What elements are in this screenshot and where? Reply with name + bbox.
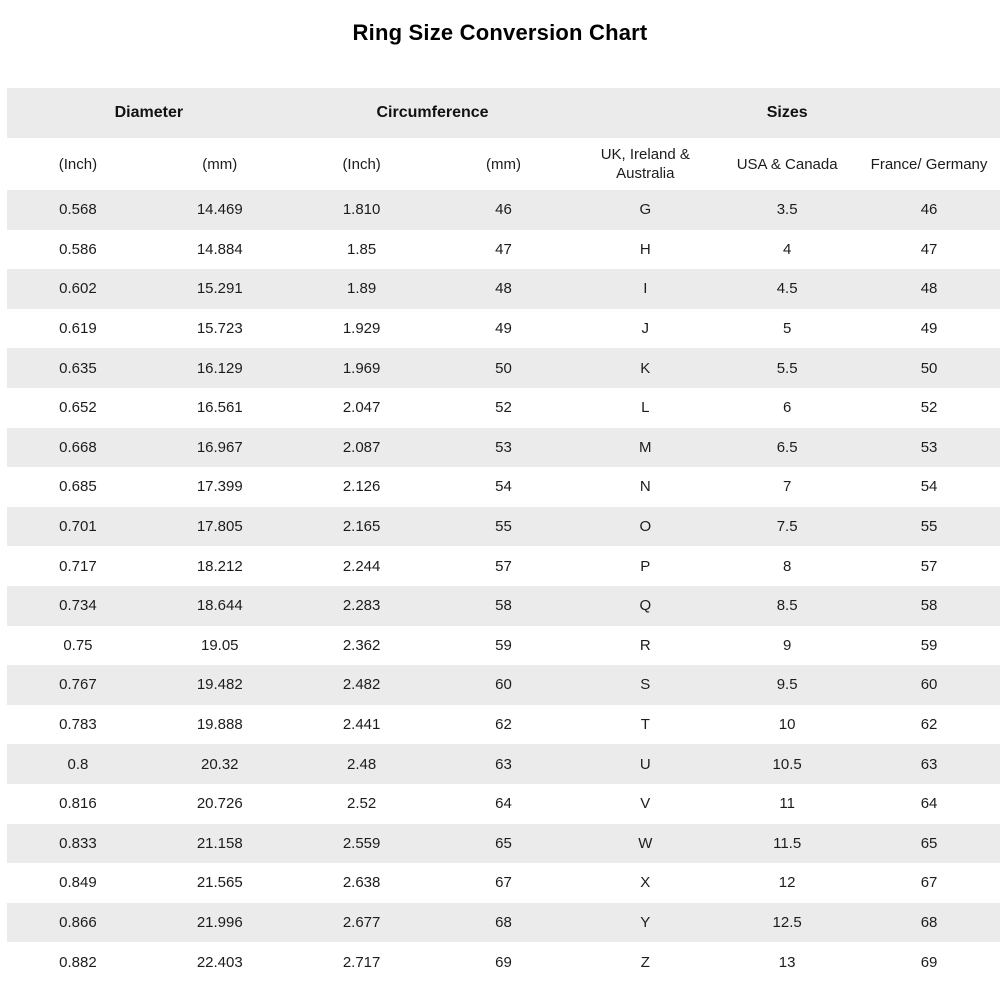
table-cell: Y xyxy=(640,913,651,931)
column-header: (Inch) xyxy=(291,138,433,190)
table-cell: 0.652 xyxy=(59,399,97,417)
table-cell: 0.602 xyxy=(59,280,97,298)
table-row xyxy=(7,309,1000,349)
table-cell: 64 xyxy=(920,795,938,813)
table-row xyxy=(7,863,1000,903)
table-cell: H xyxy=(639,240,651,258)
table-cell: 2.087 xyxy=(342,438,381,456)
table-cell: 15.291 xyxy=(196,280,243,298)
table-row xyxy=(7,942,1000,982)
table-row xyxy=(7,269,1000,309)
table-cell: 2.283 xyxy=(342,597,381,615)
table-cell: 10 xyxy=(778,716,796,734)
page-title: Ring Size Conversion Chart xyxy=(352,20,648,45)
table-cell: K xyxy=(640,359,651,377)
table-header xyxy=(7,88,1000,190)
table-cell: 0.783 xyxy=(59,716,97,734)
table-cell: U xyxy=(639,755,651,773)
table-cell: 5 xyxy=(782,320,792,338)
table-cell: 21.565 xyxy=(196,874,243,892)
column-header: (mm) xyxy=(433,138,575,190)
table-cell: 9.5 xyxy=(776,676,798,694)
table-cell: G xyxy=(639,201,652,219)
table-row xyxy=(7,784,1000,824)
table-row xyxy=(7,467,1000,507)
table-cell: 1.969 xyxy=(342,359,381,377)
table-cell: 13 xyxy=(778,953,796,971)
table-cell: R xyxy=(639,636,651,654)
table-cell: 6.5 xyxy=(776,438,798,456)
table-cell: 53 xyxy=(495,438,512,456)
table-cell: 18.212 xyxy=(196,557,243,575)
table-cell: 2.677 xyxy=(342,913,381,931)
table-cell: 62 xyxy=(495,716,512,734)
table-cell: 2.482 xyxy=(342,676,381,694)
table-cell: 2.559 xyxy=(342,834,381,852)
table-cell: 14.884 xyxy=(196,240,243,258)
table-cell: 47 xyxy=(495,240,512,258)
table-cell: P xyxy=(640,557,651,575)
table-cell: L xyxy=(641,399,650,417)
table-cell: 1.810 xyxy=(342,201,381,219)
table-cell: 69 xyxy=(920,953,938,971)
table-cell: 0.882 xyxy=(59,953,97,971)
table-row xyxy=(7,507,1000,547)
table-cell: 21.158 xyxy=(196,834,243,852)
table-cell: 0.586 xyxy=(59,240,97,258)
table-cell: 0.717 xyxy=(59,557,97,575)
column-header: (Inch) xyxy=(7,138,149,190)
table-cell: 0.568 xyxy=(59,201,97,219)
table-row xyxy=(7,230,1000,270)
table-cell: 21.996 xyxy=(196,913,243,931)
table-cell: 9 xyxy=(782,636,792,654)
table-cell: 49 xyxy=(495,320,512,338)
table-row xyxy=(7,388,1000,428)
table-cell: 0.833 xyxy=(59,834,97,852)
table-cell: 16.129 xyxy=(196,359,243,377)
table-cell: 15.723 xyxy=(196,320,243,338)
table-cell: X xyxy=(640,874,651,892)
table-row xyxy=(7,626,1000,666)
table-cell: 63 xyxy=(495,755,512,773)
table-cell: N xyxy=(639,478,651,496)
table-cell: 49 xyxy=(920,320,938,338)
table-cell: 46 xyxy=(920,201,938,219)
table-cell: V xyxy=(640,795,651,813)
table-cell: 2.52 xyxy=(347,795,377,813)
table-cell: 22.403 xyxy=(196,953,243,971)
group-header-sizes: Sizes xyxy=(574,88,1000,138)
table-cell: 48 xyxy=(495,280,512,298)
table-cell: 19.482 xyxy=(196,676,243,694)
table-cell: 20.32 xyxy=(200,755,239,773)
group-header-diameter: Diameter xyxy=(7,88,291,138)
table-cell: 7 xyxy=(782,478,792,496)
table-cell: 2.48 xyxy=(347,755,377,773)
table-cell: 16.561 xyxy=(196,399,243,417)
table-cell: 54 xyxy=(920,478,938,496)
table-cell: 68 xyxy=(920,913,938,931)
table-cell: 60 xyxy=(495,676,512,694)
table-cell: 59 xyxy=(920,636,938,654)
table-row xyxy=(7,428,1000,468)
table-row xyxy=(7,546,1000,586)
table-cell: 4.5 xyxy=(776,280,798,298)
table-cell: 1.929 xyxy=(342,320,381,338)
table-cell: 20.726 xyxy=(196,795,243,813)
group-header-circumference: Circumference xyxy=(291,88,575,138)
table-cell: M xyxy=(639,438,652,456)
table-cell: 2.047 xyxy=(342,399,381,417)
table-cell: 1.89 xyxy=(347,280,377,298)
table-cell: 0.75 xyxy=(63,636,93,654)
column-header: (mm) xyxy=(149,138,291,190)
table-cell: 59 xyxy=(495,636,512,654)
table-cell: 2.638 xyxy=(342,874,381,892)
table-cell: S xyxy=(640,676,651,694)
table-cell: 68 xyxy=(495,913,512,931)
table-cell: Z xyxy=(640,953,650,971)
column-header: UK, Ireland & Australia xyxy=(574,138,716,190)
table-row xyxy=(7,348,1000,388)
table-row xyxy=(7,744,1000,784)
column-header: France/ Germany xyxy=(858,138,1000,190)
table-cell: 0.816 xyxy=(59,795,97,813)
table-cell: 0.701 xyxy=(59,518,97,536)
table-cell: 0.849 xyxy=(59,874,97,892)
group-header-row xyxy=(7,88,1000,138)
table-cell: 0.635 xyxy=(59,359,97,377)
table-cell: 1.85 xyxy=(347,240,377,258)
table-cell: 6 xyxy=(782,399,792,417)
table-row xyxy=(7,903,1000,943)
table-cell: 10.5 xyxy=(772,755,802,773)
table-cell: 19.05 xyxy=(200,636,239,654)
table-cell: 12 xyxy=(778,874,796,892)
table-cell: 0.734 xyxy=(59,597,97,615)
table-cell: 8 xyxy=(782,557,792,575)
table-cell: 2.362 xyxy=(342,636,381,654)
table-row xyxy=(7,824,1000,864)
table-cell: 11 xyxy=(779,795,795,813)
table-cell: 52 xyxy=(920,399,938,417)
table-row xyxy=(7,190,1000,230)
table-cell: 12.5 xyxy=(772,913,802,931)
table-cell: T xyxy=(640,716,650,734)
table-cell: 63 xyxy=(920,755,938,773)
table-cell: W xyxy=(638,834,653,852)
table-cell: 0.668 xyxy=(59,438,97,456)
table-cell: 2.244 xyxy=(342,557,381,575)
table-cell: 0.685 xyxy=(59,478,97,496)
table-cell: 4 xyxy=(782,240,792,258)
table-cell: 19.888 xyxy=(196,716,243,734)
table-cell: 3.5 xyxy=(776,201,798,219)
table-row xyxy=(7,665,1000,705)
table-cell: 17.399 xyxy=(196,478,243,496)
table-cell: 0.619 xyxy=(59,320,97,338)
table-cell: 2.717 xyxy=(342,953,381,971)
table-cell: 58 xyxy=(495,597,512,615)
table-cell: 18.644 xyxy=(196,597,243,615)
table-cell: 65 xyxy=(495,834,512,852)
table-cell: 50 xyxy=(920,359,938,377)
table-cell: 7.5 xyxy=(776,518,798,536)
table-cell: 0.767 xyxy=(59,676,97,694)
table-container xyxy=(7,88,1000,982)
table-cell: 57 xyxy=(495,557,512,575)
table-cell: 69 xyxy=(495,953,512,971)
table-cell: 48 xyxy=(920,280,938,298)
table-cell: O xyxy=(639,518,652,536)
table-cell: 58 xyxy=(920,597,938,615)
table-cell: 53 xyxy=(920,438,938,456)
table-cell: 46 xyxy=(495,201,512,219)
table-body xyxy=(7,190,1000,982)
table-cell: 2.126 xyxy=(342,478,381,496)
table-cell: 0.8 xyxy=(67,755,89,773)
table-cell: 2.165 xyxy=(342,518,381,536)
table-row xyxy=(7,705,1000,745)
table-cell: 55 xyxy=(920,518,938,536)
table-cell: 67 xyxy=(495,874,512,892)
table-cell: 67 xyxy=(920,874,938,892)
table-cell: 64 xyxy=(495,795,512,813)
table-cell: I xyxy=(643,280,648,298)
table-row xyxy=(7,586,1000,626)
table-cell: 0.866 xyxy=(59,913,97,931)
table-cell: 47 xyxy=(920,240,938,258)
table-cell: 55 xyxy=(495,518,512,536)
table-cell: 60 xyxy=(920,676,938,694)
table-cell: Q xyxy=(639,597,652,615)
table-cell: 11.5 xyxy=(773,834,802,852)
table-cell: J xyxy=(641,320,650,338)
table-cell: 65 xyxy=(920,834,938,852)
table-cell: 62 xyxy=(920,716,938,734)
table-cell: 57 xyxy=(920,557,938,575)
table-cell: 14.469 xyxy=(196,201,243,219)
table-cell: 2.441 xyxy=(342,716,381,734)
table-cell: 5.5 xyxy=(776,359,798,377)
table-cell: 54 xyxy=(495,478,512,496)
ring-size-conversion-table xyxy=(7,88,1000,982)
table-cell: 16.967 xyxy=(196,438,243,456)
column-header-row xyxy=(7,138,1000,190)
column-header: USA & Canada xyxy=(716,138,858,190)
table-cell: 8.5 xyxy=(776,597,798,615)
table-cell: 50 xyxy=(495,359,512,377)
table-cell: 17.805 xyxy=(196,518,243,536)
table-cell: 52 xyxy=(495,399,512,417)
